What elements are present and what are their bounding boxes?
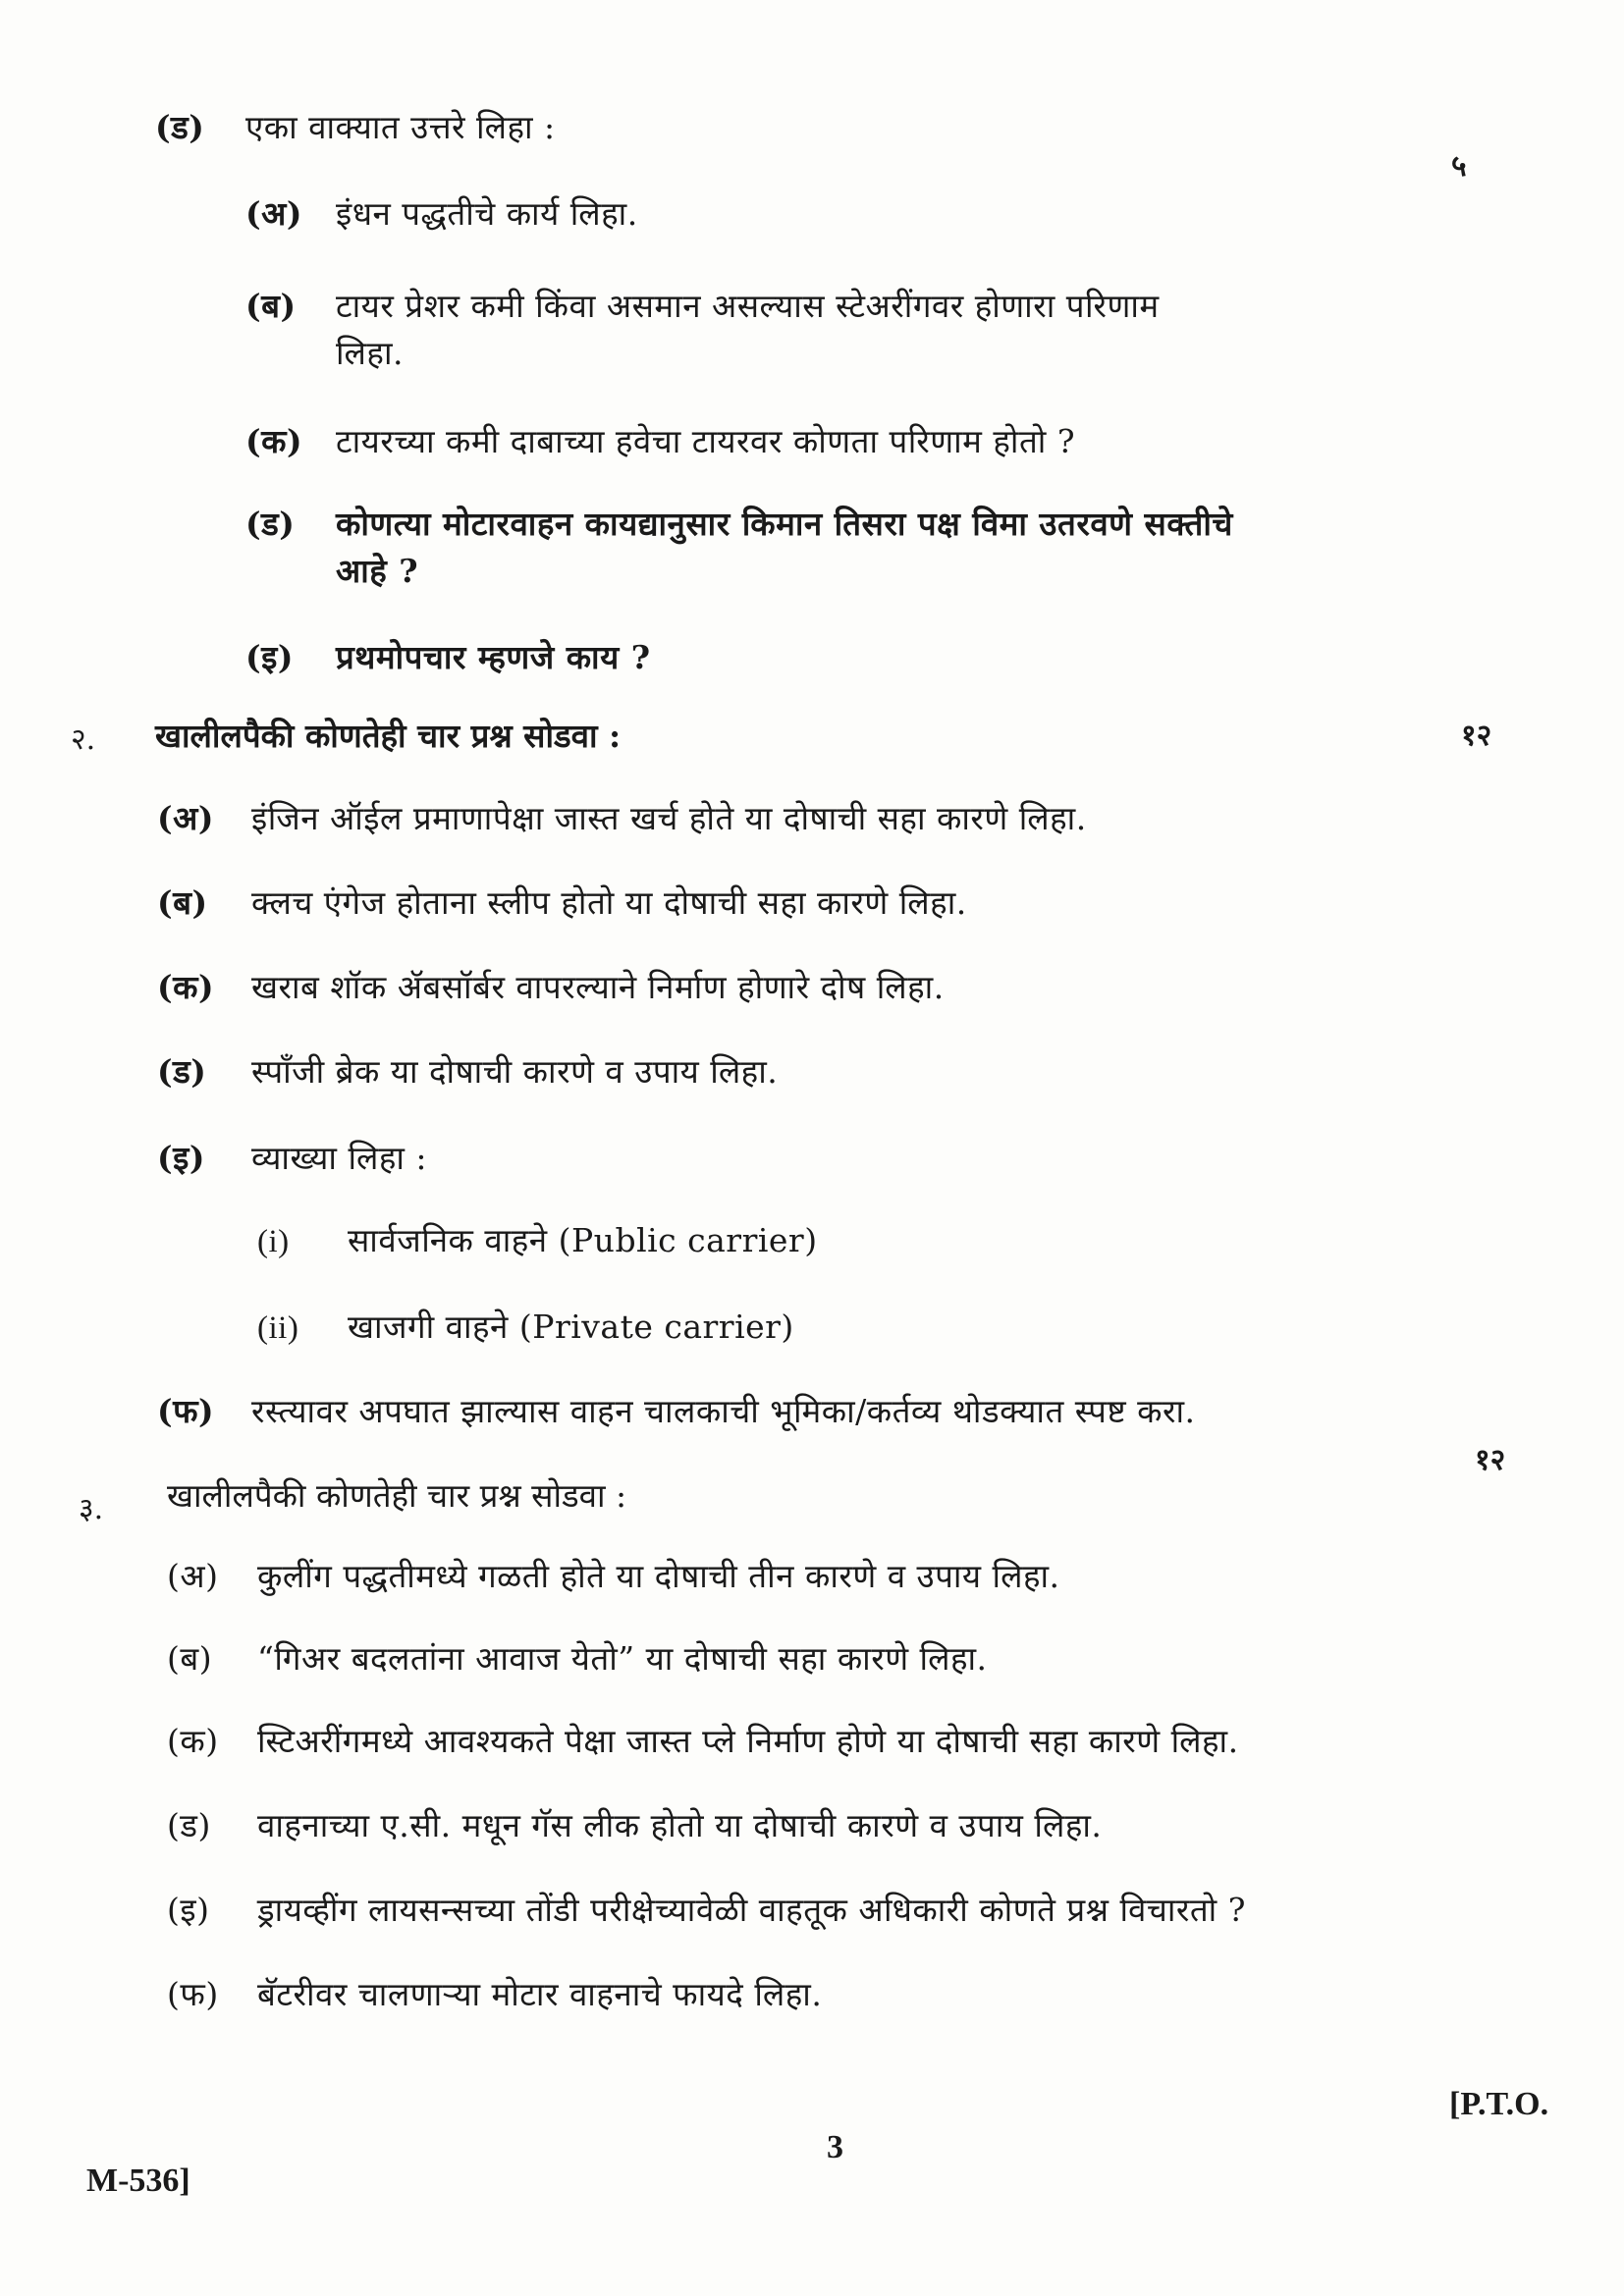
q3-item-c: (क) स्टिअरींगमध्ये आवश्यकते पेक्षा जास्त प्ले निर्माण होणे या दोषाची सहा कारणे लिहा. xyxy=(167,1722,1239,1760)
q3-item-a: (अ) कुलींग पद्धतीमध्ये गळती होते या दोषाची तीन कारणे व उपाय लिहा. xyxy=(167,1557,1060,1595)
paper-code: M-536] xyxy=(86,2163,190,2199)
q2-marks: १२ xyxy=(1461,719,1492,753)
q2-item-f: (फ) रस्त्यावर अपघात झाल्यास वाहन चालकाची भूमिका/कर्तव्य थोडक्यात स्पष्ट करा. xyxy=(157,1392,1196,1430)
q3-number: ३. xyxy=(79,1492,104,1526)
section-e-item-c: (क) टायरच्या कमी दाबाच्या हवेचा टायरवर कोणता परिणाम होतो ? xyxy=(245,422,1076,460)
q3-item-f: (फ) बॅटरीवर चालणाऱ्या मोटार वाहनाचे फायदे लिहा. xyxy=(167,1975,823,2013)
section-e-item-a: (अ) इंधन पद्धतीचे कार्य लिहा. xyxy=(245,194,638,233)
section-e-item-b-cont: लिहा. xyxy=(336,334,404,372)
q2-item-c: (क) खराब शॉक ॲबसॉर्बर वापरल्याने निर्माण होणारे दोष लिहा. xyxy=(157,968,945,1006)
section-e-item-d-cont: आहे ? xyxy=(336,552,419,590)
pto-marker: [P.T.O. xyxy=(1449,2086,1549,2122)
q2-subitem-ii: (ii) खाजगी वाहने (Private carrier) xyxy=(257,1308,794,1346)
section-e-marks: ५ xyxy=(1451,149,1467,184)
section-e-item-e: (इ) प्रथमोपचार म्हणजे काय ? xyxy=(245,638,651,676)
q2-number: २. xyxy=(71,722,96,757)
q2-item-e: (इ) व्याख्या लिहा : xyxy=(157,1139,428,1177)
q2-item-b: (ब) क्लच एंगेज होताना स्लीप होतो या दोषाची सहा कारणे लिहा. xyxy=(157,883,967,922)
q3-item-e: (इ) ड्रायव्हींग लायसन्सच्या तोंडी परीक्षेच्यावेळी वाहतूक अधिकारी कोणते प्रश्न विचारतो ? xyxy=(167,1891,1246,1929)
section-e-text: एका वाक्यात उत्तरे लिहा : xyxy=(245,108,556,146)
q2-heading: खालीलपैकी कोणतेही चार प्रश्न सोडवा : xyxy=(155,717,622,755)
section-e-label: (ड) xyxy=(155,108,205,146)
section-e-heading xyxy=(155,106,556,149)
section-e-item-d: (ड) कोणत्या मोटारवाहन कायद्यानुसार किमान तिसरा पक्ष विमा उतरवणे सक्तीचे xyxy=(245,505,1233,543)
page-number: 3 xyxy=(827,2129,843,2165)
q2-item-d: (ड) स्पाँजी ब्रेक या दोषाची कारणे व उपाय लिहा. xyxy=(157,1052,779,1091)
q2-item-a: (अ) इंजिन ऑईल प्रमाणापेक्षा जास्त खर्च होते या दोषाची सहा कारणे लिहा. xyxy=(157,799,1087,837)
q3-marks: १२ xyxy=(1475,1443,1506,1477)
q3-item-b: (ब) “गिअर बदलतांना आवाज येतो” या दोषाची सहा कारणे लिहा. xyxy=(167,1639,988,1678)
q3-heading: खालीलपैकी कोणतेही चार प्रश्न सोडवा : xyxy=(167,1476,627,1515)
q2-subitem-i: (i) सार्वजनिक वाहने (Public carrier) xyxy=(257,1221,818,1259)
section-e-item-b: (ब) टायर प्रेशर कमी किंवा असमान असल्यास स्टेअरींगवर होणारा परिणाम xyxy=(245,287,1160,325)
q3-item-d: (ड) वाहनाच्या ए.सी. मधून गॅस लीक होतो या दोषाची कारणे व उपाय लिहा. xyxy=(167,1806,1103,1844)
